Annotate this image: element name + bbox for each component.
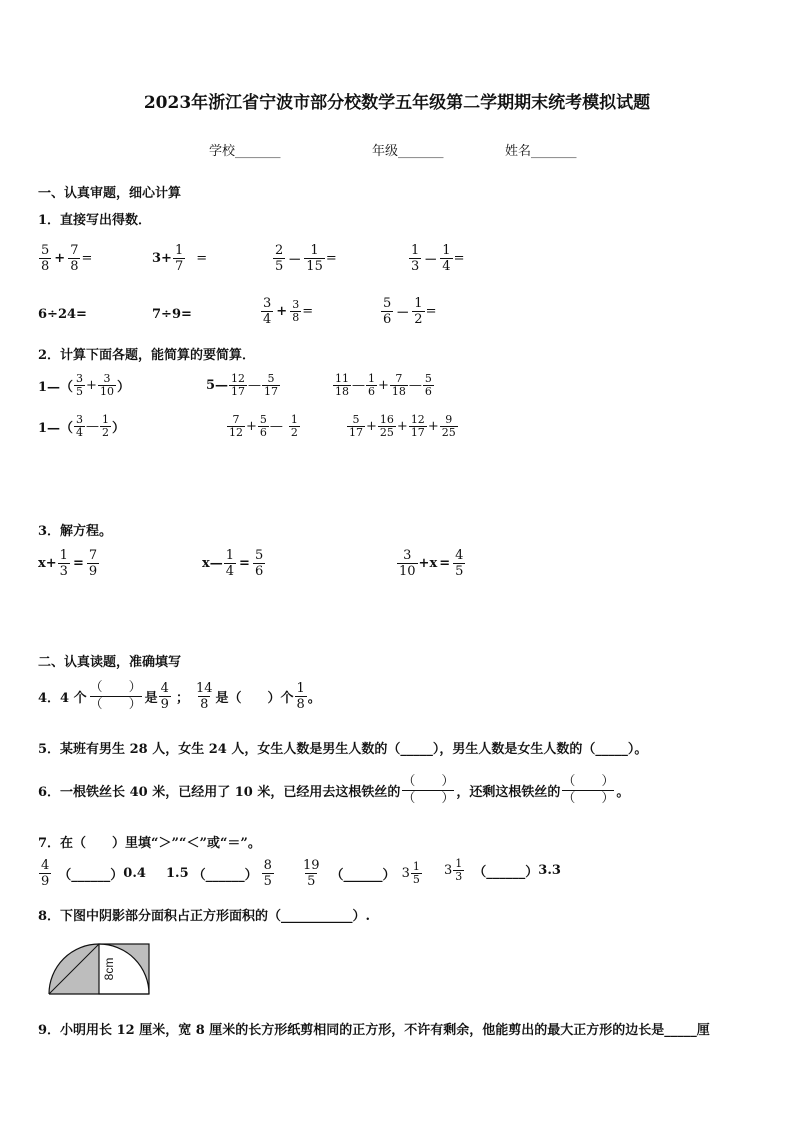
q8-figure: [47, 942, 151, 996]
q2-label: 2．计算下面各题，能简算的要简算．: [38, 348, 256, 363]
q7-label: 7．在（ ）里填“＞”“＜”或“＝”。: [38, 836, 261, 851]
section-2-heading: 二、认真读题，准确填写: [38, 655, 182, 670]
q7-item-4: 3 $\frac{1}{3}$ （______） 3.3: [444, 857, 561, 883]
q2-expr-1: 1—（ $\frac{3}{5}$ + $\frac{3}{10}$ ）: [38, 372, 130, 398]
q1-expr-3: $\frac{2}{5}$ － $\frac{1}{15}$ =: [275, 243, 337, 274]
section-1-heading: 一、认真审题，细心计算: [38, 186, 182, 201]
q3-eq-2: x— $\frac{1}{4}$ = $\frac{5}{6}$: [202, 548, 264, 579]
q2-expr-4: 1—（ $\frac{3}{4}$ — $\frac{1}{2}$ ）: [38, 413, 126, 439]
q8-label: 8．下图中阴影部分面积占正方形面积的（___________）.: [38, 909, 371, 924]
name-field: 姓名_______: [505, 144, 577, 159]
q3-eq-1: x+ $\frac{1}{3}$ = $\frac{7}{9}$: [38, 548, 98, 579]
q1-label: 1．直接写出得数．: [38, 213, 152, 228]
q4: 4．4 个 $\frac{( )}{( )}$ 是 $\frac{4}{9}$ ； $\frac{14}{8}$ 是（ ）个 $\frac{1}{8}$ 。: [38, 680, 321, 712]
grade-field: 年级_______: [372, 144, 444, 159]
q7-item-2: 1.5 （______） $\frac{8}{5}$: [166, 858, 272, 889]
q1-expr-4: $\frac{1}{3}$ － $\frac{1}{4}$ =: [411, 243, 465, 274]
q3-eq-3: $\frac{3}{10}$ +x = $\frac{4}{5}$: [399, 548, 464, 579]
q1-expr-2: 3+ $\frac{1}{7}$ =: [152, 243, 208, 274]
q7-item-1: $\frac{4}{9}$ （______） 0.4: [41, 858, 146, 889]
q1-expr-8: $\frac{5}{6}$ － $\frac{1}{2}$ =: [383, 296, 437, 327]
q5: 5．某班有男生 28 人，女生 24 人，女生人数是男生人数的（_____），男生人数是女生人数的（_____）。: [38, 742, 648, 757]
q1-expr-1: $\frac{5}{8}$ + $\frac{7}{8}$ =: [41, 243, 93, 274]
school-field: 学校_______: [209, 144, 281, 159]
page-title: 2023年浙江省宁波市部分校数学五年级第二学期期末统考模拟试题: [143, 93, 651, 113]
q2-expr-6: $\frac{5}{17}$ + $\frac{16}{25}$ + $\frac{12}{17}$ + $\frac{9}{25}$: [349, 413, 456, 439]
q2-expr-5: $\frac{7}{12}$ + $\frac{5}{6}$ — $\frac{1}{2}$: [229, 413, 298, 439]
q7-item-3: $\frac{19}{5}$ （______） 3 $\frac{1}{5}$: [303, 858, 420, 889]
q1-expr-6: 7÷9=: [152, 307, 192, 322]
q6: 6．一根铁丝长 40 米，已经用了 10 米，已经用去这根铁丝的 $\frac{( )}{( )}$ ，还剩这根铁丝的 $\frac{( )}{( )}$ 。: [38, 774, 630, 806]
q8-dimension-label: 8cm: [102, 957, 116, 981]
q2-expr-3: $\frac{11}{18}$ — $\frac{1}{6}$ + $\frac{7}{18}$ — $\frac{5}{6}$: [335, 372, 432, 398]
q1-expr-5: 6÷24=: [38, 307, 87, 322]
q1-expr-7: $\frac{3}{4}$ + $\frac{3}{8}$ =: [263, 296, 314, 327]
q9: 9．小明用长 12 厘米，宽 8 厘米的长方形纸剪相同的正方形，不许有剩余，他能剪出的最大正方形的边长是_____厘: [38, 1023, 710, 1038]
q3-label: 3．解方程。: [38, 524, 113, 539]
q2-expr-2: 5— $\frac{12}{17}$ — $\frac{5}{17}$: [206, 372, 279, 398]
